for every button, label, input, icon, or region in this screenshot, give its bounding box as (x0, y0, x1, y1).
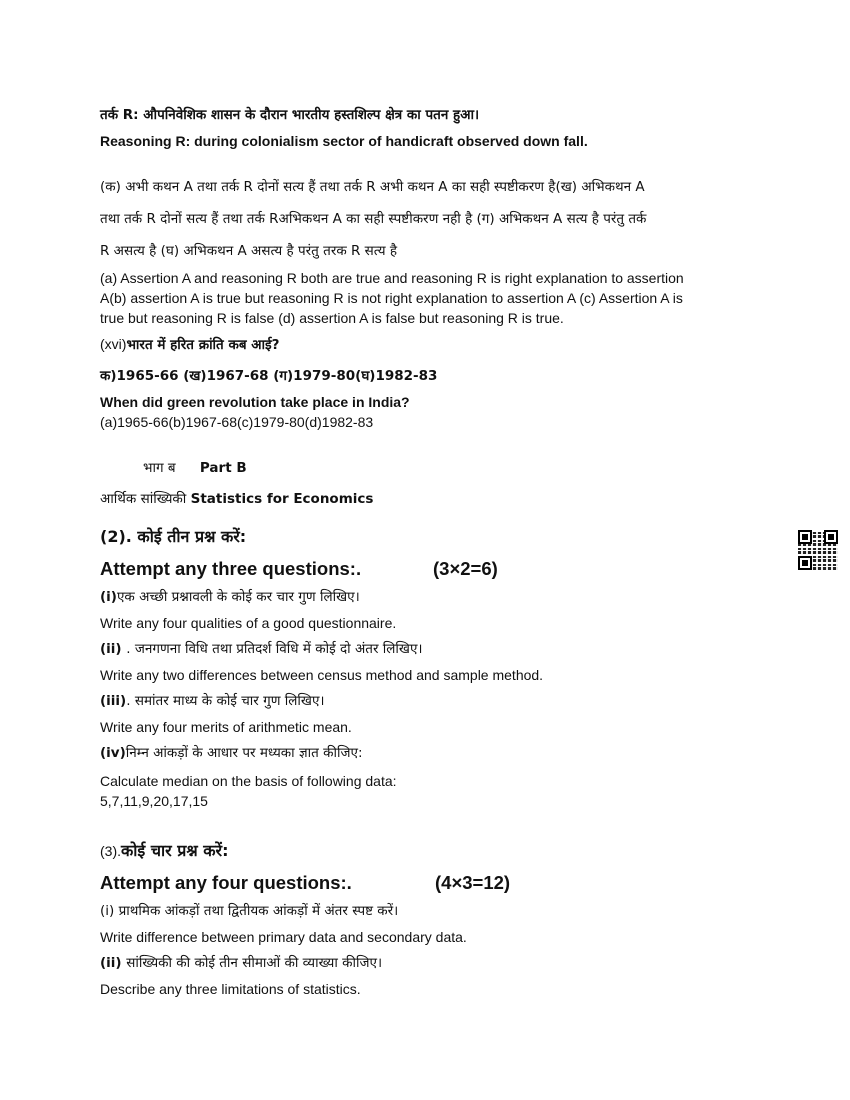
section-3-marks: (4×3=12) (435, 872, 511, 893)
options-hindi-line-3: R असत्य है (घ) अभिकथन A असत्य है परंतु तरक R सत्य है (100, 243, 398, 259)
section-2-heading-english (100, 558, 498, 580)
s2-q1-hindi (100, 588, 360, 606)
s2-q3-english: Write any four merits of arithmetic mean. (100, 719, 352, 735)
section-english: Statistics for Economics (190, 491, 374, 507)
options-english-line-2: A(b) assertion A is true but reasoning R is not right explanation to assertion A (c) Assertion A is (100, 290, 683, 306)
s3-q2-text-hindi: सांख्यिकी की कोई तीन सीमाओं की व्याख्या कीजिए। (126, 955, 383, 971)
question-16-text-hindi: भारत में हरित क्रांति कब आई? (126, 337, 280, 353)
s2-q1-text-hindi: एक अच्छी प्रश्नावली के कोई कर चार गुण लिखिए। (116, 589, 360, 605)
section-3-heading-hindi (100, 841, 229, 861)
question-16-hindi (100, 335, 279, 354)
question-16-english: When did green revolution take place in India? (100, 394, 410, 410)
question-16-options-hindi: क)1965-66 (ख)1967-68 (ग)1979-80(घ)1982-83 (100, 368, 438, 384)
section-3-instruction: Attempt any four questions:. (100, 872, 352, 893)
s3-q2-english: Describe any three limitations of statistics. (100, 981, 361, 997)
reasoning-hindi: तर्क R: औपनिवेशिक शासन के दौरान भारतीय हस्तशिल्प क्षेत्र का पतन हुआ। (100, 107, 480, 123)
s3-q2-number: (ii) (100, 955, 127, 971)
s2-q3-text-hindi: . समांतर माध्य के कोई चार गुण लिखिए। (126, 693, 325, 709)
s2-q4-hindi (100, 744, 363, 762)
s3-q1-hindi: (i) प्राथमिक आंकड़ों तथा द्वितीयक आंकड़ों में अंतर स्पष्ट करें। (100, 903, 399, 919)
options-hindi-line-2: तथा तर्क R दोनों सत्य हैं तथा तर्क Rअभिकथन A का सही स्पष्टीकरण नही है (ग) अभिकथन A सत्य है परंतु तर्क (100, 211, 647, 227)
s2-q2-text-hindi: . जनगणना विधि तथा प्रतिदर्श विधि में कोई दो अंतर लिखिए। (126, 641, 423, 657)
options-english-line-1: (a) Assertion A and reasoning R both are true and reasoning R is right explanation to assertion (100, 270, 684, 286)
s2-q4-data: 5,7,11,9,20,17,15 (100, 793, 208, 809)
section-2-instruction: Attempt any three questions:. (100, 558, 362, 579)
options-hindi-line-1: (क) अभी कथन A तथा तर्क R दोनों सत्य हैं तथा तर्क R अभी कथन A का सही स्पष्टीकरण है(ख) अभिकथन A (100, 179, 645, 195)
qr-code (798, 530, 838, 570)
question-16-options-english: (a)1965-66(b)1967-68(c)1979-80(d)1982-83 (100, 414, 374, 430)
section-heading (100, 490, 373, 508)
s2-q1-number: (i) (100, 589, 117, 605)
part-english: Part B (199, 460, 247, 476)
s3-q1-english: Write difference between primary data and secondary data. (100, 929, 467, 945)
s2-q2-hindi (100, 640, 423, 658)
s2-q3-number: (iii) (100, 693, 127, 709)
section-3-number: (3). (100, 843, 121, 859)
question-16-number: (xvi) (100, 336, 127, 352)
section-2-marks: (3×2=6) (433, 558, 498, 579)
section-2-heading-hindi: (2). कोई तीन प्रश्न करें: (100, 527, 247, 546)
part-b-heading (143, 459, 247, 477)
options-english-line-3: true but reasoning R is false (d) assertion A is false but reasoning R is true. (100, 310, 564, 326)
reasoning-english: Reasoning R: during colonialism sector of handicraft observed down fall. (100, 133, 588, 149)
s2-q3-hindi (100, 692, 325, 710)
section-3-heading-english (100, 872, 511, 894)
s2-q4-text-hindi: निम्न आंकड़ों के आधार पर मध्यका ज्ञात कीजिए: (125, 745, 363, 761)
section-hindi: आर्थिक सांख्यिकी (100, 491, 191, 507)
s2-q2-number: (ii) (100, 641, 127, 657)
s2-q2-english: Write any two differences between census method and sample method. (100, 667, 544, 683)
s2-q1-english: Write any four qualities of a good questionnaire. (100, 615, 397, 631)
part-hindi: भाग ब (143, 460, 176, 476)
s2-q4-english: Calculate median on the basis of following data: (100, 773, 397, 789)
s2-q4-number: (iv) (100, 745, 126, 761)
s3-q2-hindi (100, 954, 382, 972)
section-3-text-hindi: कोई चार प्रश्न करें: (121, 841, 229, 860)
